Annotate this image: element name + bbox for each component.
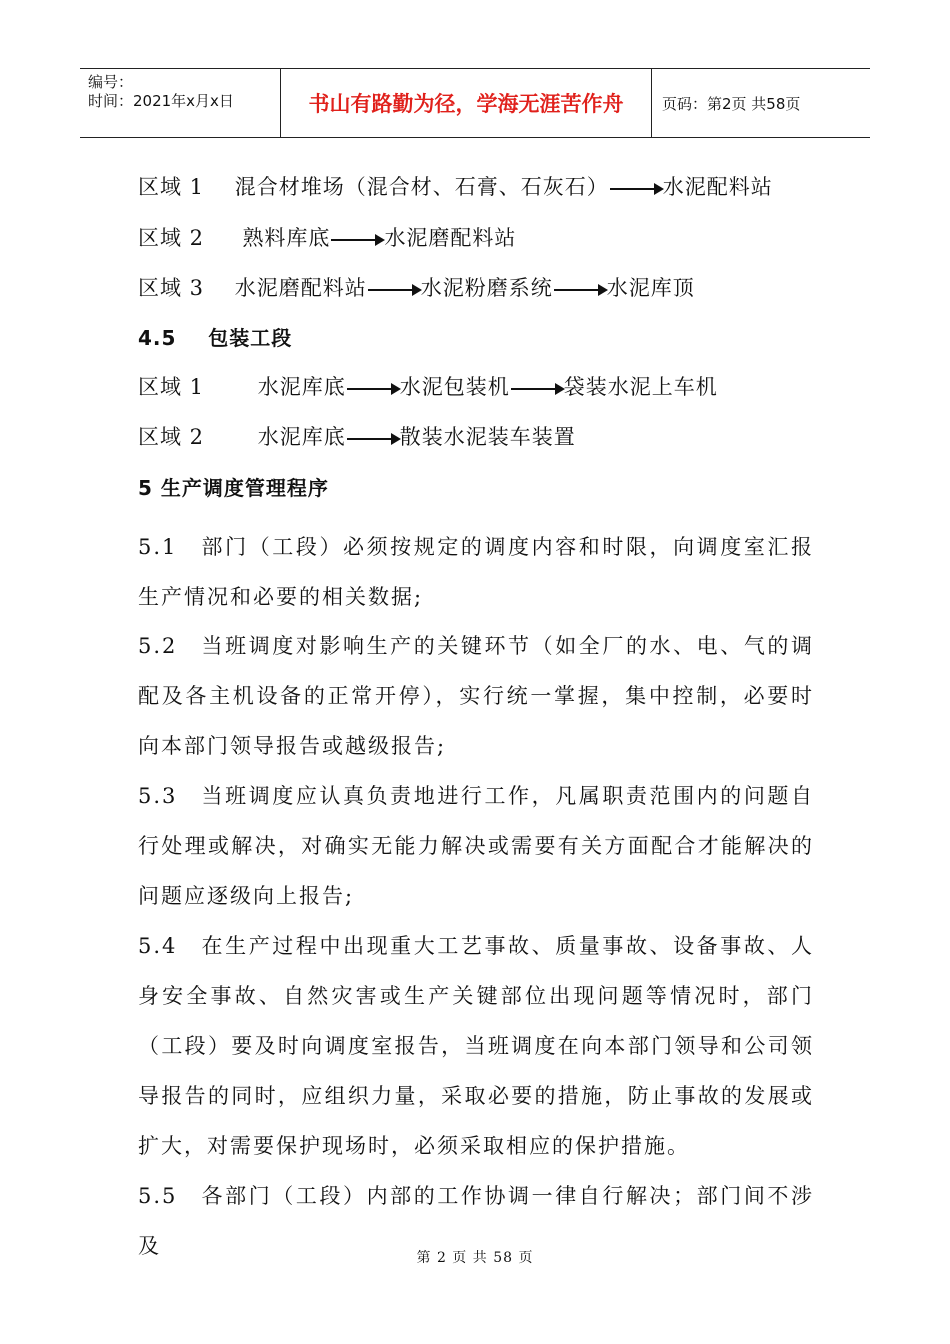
header-page-info: 页码：第2页 共58页 xyxy=(662,94,801,113)
flow-step: 水泥磨配料站 xyxy=(234,276,367,300)
right-arrow-icon xyxy=(347,438,399,440)
section-number: 4.5 xyxy=(138,326,177,350)
flow-line xyxy=(138,371,718,401)
right-arrow-icon xyxy=(554,289,606,291)
flow-step: 混合材堆场（混合材、石膏、石灰石） xyxy=(234,175,609,199)
right-arrow-icon xyxy=(331,239,383,241)
zone-label: 区域 2 xyxy=(138,425,205,449)
page-footer: 第 2 页 共 58 页 xyxy=(416,1250,534,1266)
right-arrow-icon xyxy=(511,388,563,390)
section-title: 包装工段 xyxy=(208,326,293,350)
section-title: 5 生产调度管理程序 xyxy=(138,476,329,500)
header-meta xyxy=(80,69,281,137)
right-arrow-icon xyxy=(347,388,399,390)
flow-line xyxy=(138,272,695,302)
flow-line xyxy=(138,222,516,252)
zone-label: 区域 3 xyxy=(138,276,205,300)
paragraph: 5.3 当班调度应认真负责地进行工作，凡属职责范围内的问题自行处理或解决，对确实无能力解决或需要有关方面配合才能解决的问题应逐级向上报告; xyxy=(138,784,814,908)
zone-label: 区域 1 xyxy=(138,175,205,199)
flow-step: 熟料库底 xyxy=(242,226,331,250)
flow-step: 水泥配料站 xyxy=(662,175,773,199)
paragraph: 5.4 在生产过程中出现重大工艺事故、质量事故、设备事故、人身安全事故、自然灾害或生产关键部位出现问题等情况时，部门（工段）要及时向调度室报告，当班调度在向本部门领导和公司领导报告的同时，应组织力量，采取必要的措施，防止事故的发展或扩大，对需要保护现场时，必须采取相应的保护措施。 xyxy=(138,934,814,1158)
section-heading xyxy=(138,472,329,501)
section-heading xyxy=(138,322,292,351)
flow-line xyxy=(138,171,773,201)
paragraph: 5.1 部门（工段）必须按规定的调度内容和时限，向调度室汇报生产情况和必要的相关数据; xyxy=(138,535,814,609)
paragraph: 5.2 当班调度对影响生产的关键环节（如全厂的水、电、气的调配及各主机设备的正常开停），实行统一掌握，集中控制，必要时向本部门领导报告或越级报告; xyxy=(138,634,814,758)
flow-step: 水泥包装机 xyxy=(399,375,510,399)
page-header xyxy=(80,68,870,138)
paragraph: 5.5 各部门（工段）内部的工作协调一律自行解决；部门间不涉及 xyxy=(138,1184,814,1258)
zone-label: 区域 2 xyxy=(138,226,205,250)
flow-step: 水泥库底 xyxy=(257,425,346,449)
flow-step: 水泥库底 xyxy=(257,375,346,399)
flow-step: 水泥库顶 xyxy=(606,276,695,300)
zone-label: 区域 1 xyxy=(138,375,205,399)
flow-step: 水泥粉磨系统 xyxy=(420,276,553,300)
right-arrow-icon xyxy=(368,289,420,291)
flow-step: 水泥磨配料站 xyxy=(384,226,517,250)
document-date: 时间：2021年x月x日 xyxy=(88,92,234,110)
flow-line xyxy=(138,421,576,451)
document-number-label: 编号： xyxy=(88,73,134,91)
flow-step: 散装水泥装车装置 xyxy=(399,425,576,449)
flow-step: 袋装水泥上车机 xyxy=(563,375,718,399)
header-motto: 书山有路勤为径，学海无涯苦作舟 xyxy=(281,69,652,137)
right-arrow-icon xyxy=(610,188,662,190)
